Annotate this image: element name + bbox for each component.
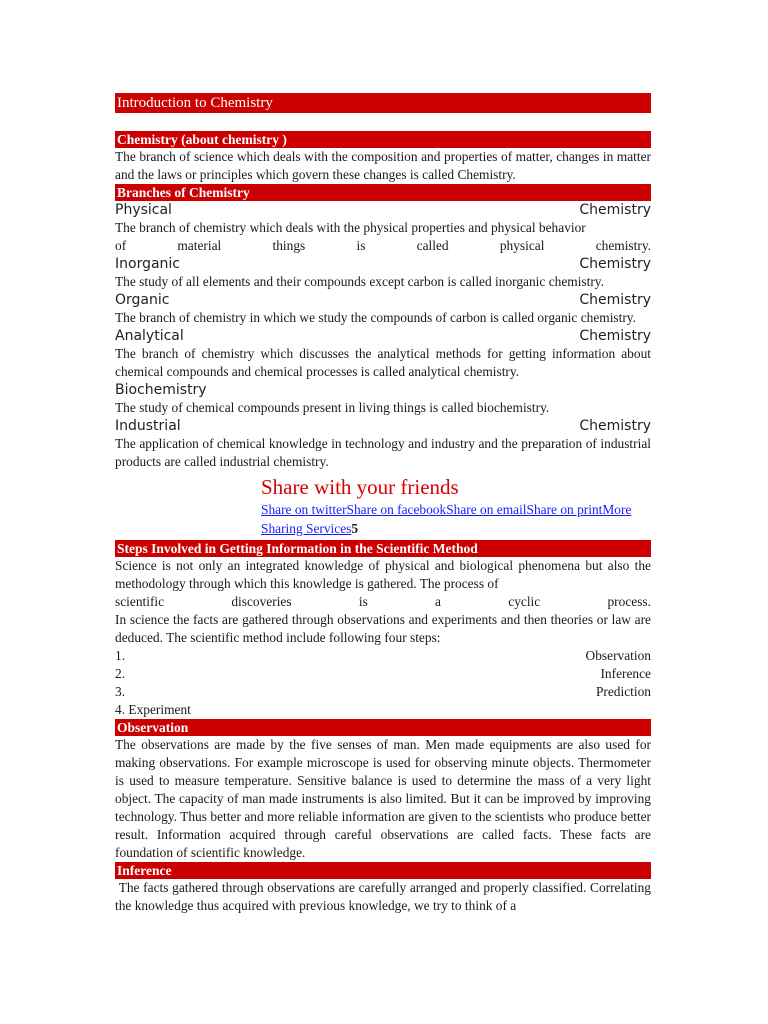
step-item xyxy=(115,683,651,701)
branch-analytical-heading xyxy=(115,327,651,345)
steps-paragraph-1-last: scientific discoveries is a cyclic process. xyxy=(115,594,651,609)
branch-name: Industrial xyxy=(115,418,181,434)
section-heading-about: Chemistry (about chemistry ) xyxy=(115,131,651,148)
branch-name: Analytical xyxy=(115,328,184,344)
branch-name: Organic xyxy=(115,292,170,308)
branch-industrial-heading xyxy=(115,417,651,435)
step-number: 3. xyxy=(115,684,126,699)
steps-paragraph-1: Science is not only an integrated knowledge of physical and biological phenomena but also the methodology through which this knowledge is gathered. The process of xyxy=(115,558,651,591)
share-email-link[interactable]: Share on email xyxy=(446,502,527,517)
branch-inorganic-heading xyxy=(115,255,651,273)
branch-biochemistry-heading xyxy=(115,381,651,399)
document-page xyxy=(115,93,655,915)
observation-paragraph: The observations are made by the five senses of man. Men made equipments are also used for making observations. For example microscope is used for observing minute objects. Thermometer is used to measure temperature. Sensitive balance is used to determine the mass of a very light object. The capacity of man made instruments is also limited. But it can be improved by improving technology. Thus better and more reliable information are given to the scientists who produce better result. Information acquired through careful observations are called facts. These facts are foundation of scientific knowledge. xyxy=(115,737,651,860)
step-number: 1. xyxy=(115,648,126,663)
branch-suffix: Chemistry xyxy=(579,418,651,434)
branch-organic-text: The branch of chemistry in which we study the compounds of carbon is called organic chemistry. xyxy=(115,310,636,325)
branch-physical-line2: of material things is called physical chemistry. xyxy=(115,238,651,253)
branch-suffix: Chemistry xyxy=(579,328,651,344)
section-heading-steps: Steps Involved in Getting Information in the Scientific Method xyxy=(115,540,651,557)
step-item-4: 4. Experiment xyxy=(115,702,191,717)
share-title: Share with your friends xyxy=(261,475,459,499)
branch-suffix: Chemistry xyxy=(579,202,651,218)
branch-organic-heading xyxy=(115,291,651,309)
branch-name: Inorganic xyxy=(115,256,181,272)
page-title: Introduction to Chemistry xyxy=(115,93,651,113)
section-heading-branches: Branches of Chemistry xyxy=(115,184,651,201)
step-item xyxy=(115,647,651,665)
section-heading-observation: Observation xyxy=(115,719,651,736)
branch-name: Physical xyxy=(115,202,172,218)
step-label: Prediction xyxy=(595,684,651,699)
share-print-link[interactable]: Share on print xyxy=(526,502,603,517)
share-facebook-link[interactable]: Share on facebook xyxy=(346,502,447,517)
branch-suffix: Chemistry xyxy=(579,292,651,308)
share-count: 5 xyxy=(351,521,359,536)
branch-inorganic-text: The study of all elements and their compounds except carbon is called inorganic chemistry. xyxy=(115,274,604,289)
branch-suffix: Chemistry xyxy=(579,256,651,272)
steps-paragraph-2: In science the facts are gathered through observations and experiments and then theories or law are deduced. The scientific method include following four steps: xyxy=(115,612,651,645)
branch-biochemistry-text: The study of chemical compounds present in living things is called biochemistry. xyxy=(115,400,550,415)
branch-name: Biochemistry xyxy=(115,382,207,398)
branch-industrial-text: The application of chemical knowledge in technology and industry and the preparation of industrial products are called industrial chemistry. xyxy=(115,436,651,469)
branch-physical-line1: The branch of chemistry which deals with the physical properties and physical behavior xyxy=(115,220,586,235)
more-sharing-services-link[interactable]: More Sharing Services xyxy=(261,502,632,536)
step-label: Inference xyxy=(600,666,651,681)
branch-physical-heading xyxy=(115,201,651,219)
step-label: Observation xyxy=(585,648,651,663)
share-twitter-link[interactable]: Share on twitter xyxy=(261,502,347,517)
step-number: 2. xyxy=(115,666,126,681)
step-item xyxy=(115,665,651,683)
about-paragraph: The branch of science which deals with the composition and properties of matter, changes in matter and the laws or principles which govern these changes is called Chemistry. xyxy=(115,149,651,182)
section-heading-inference: Inference xyxy=(115,862,651,879)
branch-analytical-text: The branch of chemistry which discusses the analytical methods for getting information about chemical compounds and chemical processes is called analytical chemistry. xyxy=(115,346,651,379)
share-widget xyxy=(261,474,651,538)
share-links xyxy=(261,500,641,538)
inference-paragraph: The facts gathered through observations are carefully arranged and properly classified. Correlating the knowledge thus acquired with previous knowledge, we try to think of a xyxy=(115,880,655,913)
